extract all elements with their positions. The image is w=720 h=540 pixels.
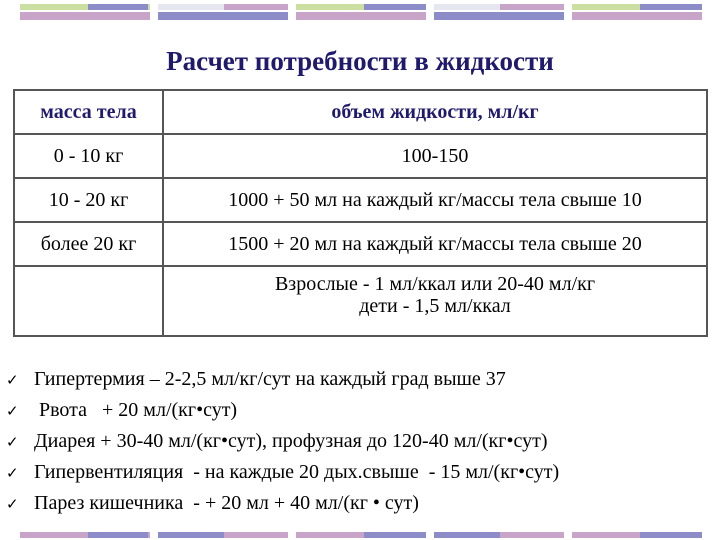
mass-cell: 10 - 20 кг [14,178,163,222]
checkmark-icon: ✓ [6,464,19,482]
adult-child-note-cell [163,266,707,336]
empty-mass-cell [14,266,163,336]
table-row [14,134,707,178]
table-row [14,178,707,222]
table-header-row [14,90,707,134]
checkmark-icon: ✓ [6,402,19,420]
header-body-mass: масса тела [14,90,163,134]
bottom-decorative-stripe [0,526,720,540]
checkmark-icon: ✓ [6,433,19,451]
child-note: дети - 1,5 мл/ккал [359,295,511,317]
header-fluid-volume: объем жидкости, мл/кг [163,90,707,134]
table-row [14,266,707,336]
volume-cell: 1000 + 50 мл на каждый кг/массы тела свыше 10 [163,178,707,222]
top-decorative-stripe [0,0,720,26]
mass-cell: более 20 кг [14,222,163,266]
volume-cell: 1500 + 20 мл на каждый кг/массы тела свыше 20 [163,222,707,266]
table-row [14,222,707,266]
adult-note: Взрослые - 1 мл/ккал или 20-40 мл/кг [274,273,596,295]
volume-cell: 100-150 [163,134,707,178]
checkmark-icon: ✓ [6,371,19,389]
page-title: Расчет потребности в жидкости [166,46,554,76]
fluid-requirement-table [13,89,708,337]
mass-cell: 0 - 10 кг [14,134,163,178]
checkmark-icon: ✓ [6,495,19,513]
